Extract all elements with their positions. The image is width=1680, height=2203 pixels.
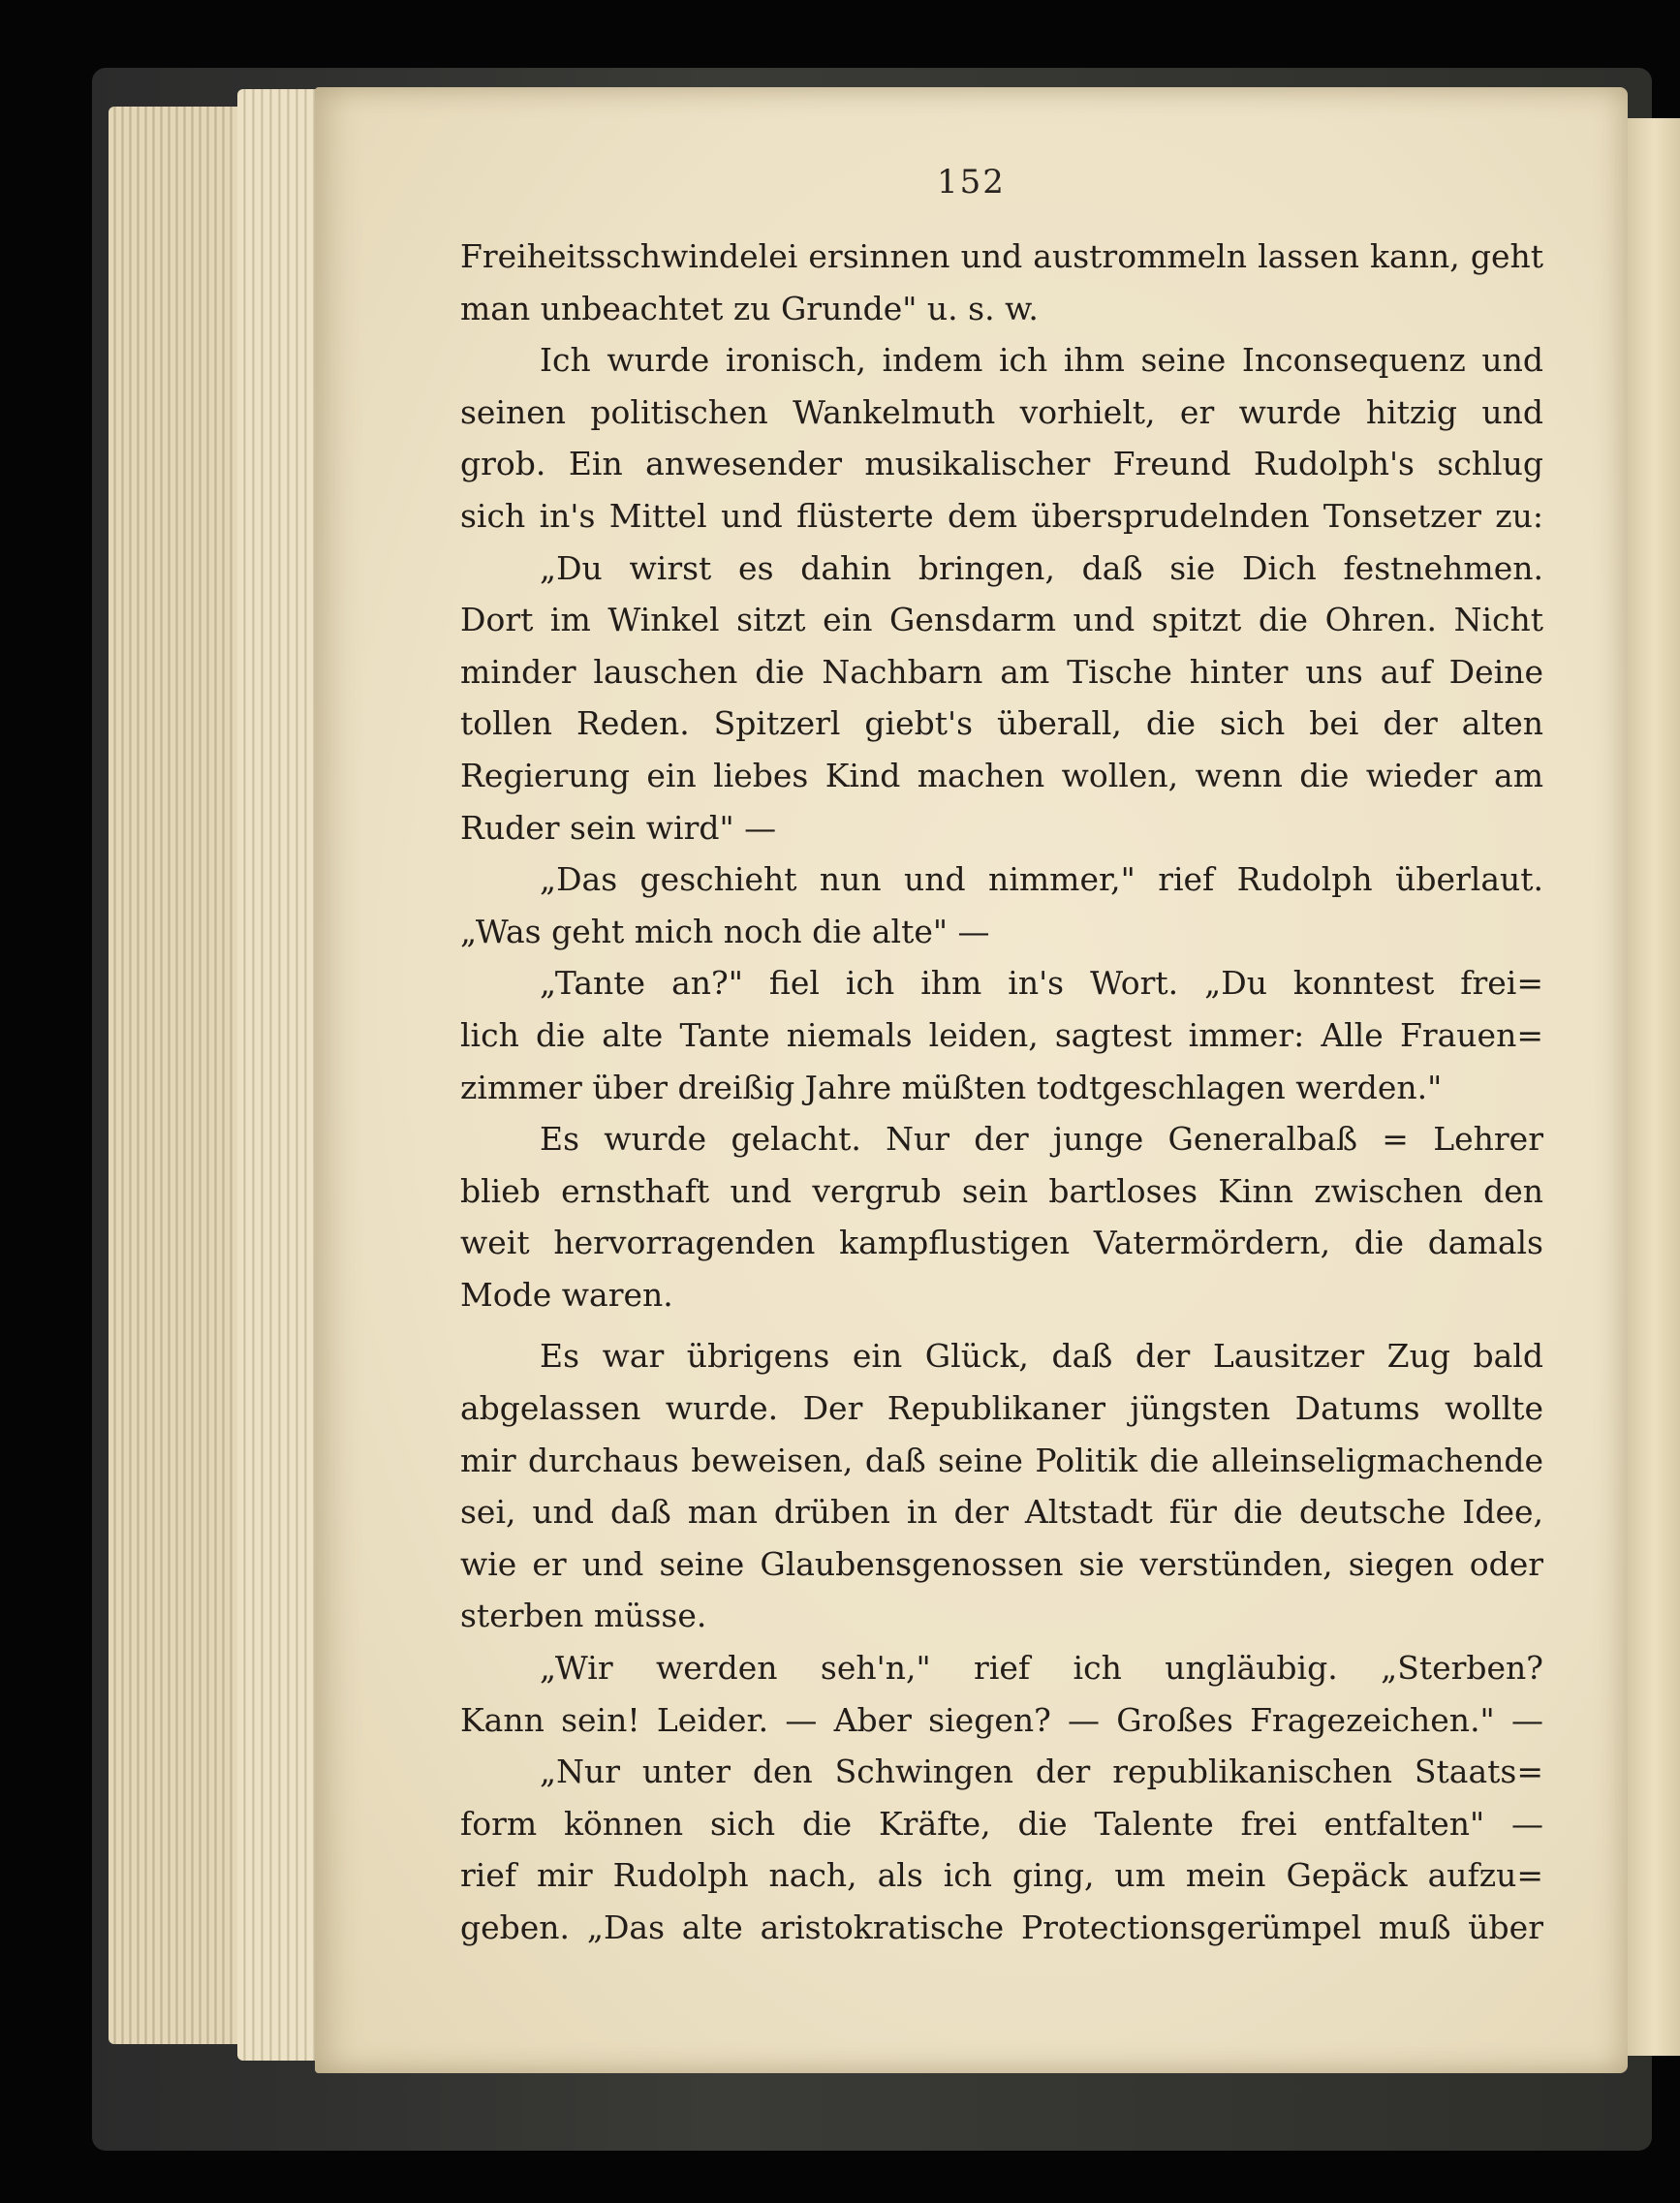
text-line: Kann sein! Leider. — Aber siegen? — Großes Fragezeichen." — [460, 1700, 1543, 1739]
text-line: Dort im Winkel sitzt ein Gensdarm und spitzt die Ohren. Nicht [460, 601, 1543, 639]
text-line: „Du wirst es dahin bringen, daß sie Dich festnehmen. [540, 548, 1543, 587]
text-line: „Das geschieht nun und nimmer," rief Rudolph überlaut. [540, 860, 1543, 899]
text-line: Regierung ein liebes Kind machen wollen, wenn die wieder am [460, 756, 1543, 794]
book-page [315, 87, 1628, 2073]
text-line: tollen Reden. Spitzerl giebt's überall, die sich bei der alten [460, 704, 1543, 743]
text-line: sterben müsse. [460, 1597, 707, 1635]
text-line: Ruder sein wird" — [460, 808, 777, 847]
text-line: Mode waren. [460, 1275, 673, 1314]
text-line: sei, und daß man drüben in der Altstadt für die deutsche Idee, [460, 1493, 1543, 1532]
text-line: blieb ernsthaft und vergrub sein bartloses Kinn zwischen den [460, 1171, 1543, 1210]
text-line: mir durchaus beweisen, daß seine Politik die alleinseligmachende [460, 1441, 1543, 1479]
page-number: 152 [937, 163, 1006, 202]
text-line: „Wir werden seh'n," rief ich ungläubig. „Sterben? [540, 1649, 1543, 1688]
text-line: „Nur unter den Schwingen der republikanischen Staats= [540, 1753, 1543, 1791]
text-line: „Was geht mich noch die alte" — [460, 912, 990, 950]
page-edges-inner [237, 89, 325, 2061]
text-line: Es wurde gelacht. Nur der junge Generalbaß = Lehrer [540, 1120, 1543, 1159]
text-line: Freiheitsschwindelei ersinnen und austrommeln lassen kann, geht [460, 237, 1543, 275]
text-line: form können sich die Kräfte, die Talente frei entfalten" — [460, 1804, 1543, 1843]
text-line: Es war übrigens ein Glück, daß der Lausitzer Zug bald [540, 1337, 1543, 1376]
page-text [460, 231, 1543, 1954]
text-line: Ich wurde ironisch, indem ich ihm seine Inconsequenz und [540, 341, 1543, 380]
text-line: grob. Ein anwesender musikalischer Freund Rudolph's schlug [460, 445, 1543, 483]
text-line: sich in's Mittel und flüsterte dem übersprudelnden Tonsetzer zu: [460, 496, 1543, 535]
text-line: seinen politischen Wankelmuth vorhielt, er wurde hitzig und [460, 392, 1543, 431]
text-line: lich die alte Tante niemals leiden, sagtest immer: Alle Frauen= [460, 1015, 1543, 1054]
text-line: geben. „Das alte aristokratische Protectionsgerümpel muß über [460, 1908, 1543, 1946]
text-line: minder lauschen die Nachbarn am Tische hinter uns auf Deine [460, 652, 1543, 691]
text-line: man unbeachtet zu Grunde" u. s. w. [460, 289, 1039, 327]
text-line: wie er und seine Glaubensgenossen sie verstünden, siegen oder [460, 1544, 1543, 1583]
text-line: rief mir Rudolph nach, als ich ging, um mein Gepäck aufzu= [460, 1856, 1543, 1895]
text-line: weit hervorragenden kampflustigen Vatermördern, die damals [460, 1224, 1543, 1262]
paragraph-gap [460, 1320, 1543, 1330]
text-line: zimmer über dreißig Jahre müßten todtgeschlagen werden." [460, 1068, 1443, 1106]
page-edges-stack [109, 107, 254, 2044]
text-line: „Tante an?" fiel ich ihm in's Wort. „Du konntest frei= [540, 964, 1543, 1003]
text-line: abgelassen wurde. Der Republikaner jüngsten Datums wollte [460, 1389, 1543, 1428]
